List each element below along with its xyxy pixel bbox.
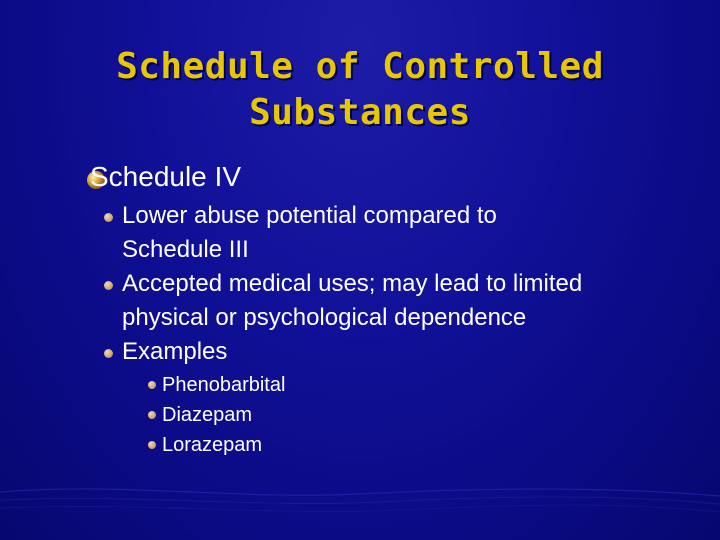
example-item-3-label: Lorazepam <box>162 434 263 456</box>
bullet-item-1-line-2: Schedule III <box>122 236 249 263</box>
dot-icon <box>104 213 113 222</box>
bullet-item-1-line-1: Lower abuse potential compared to <box>122 202 497 229</box>
dot-icon <box>148 441 156 449</box>
heading-schedule-iv: Schedule IV <box>90 161 241 192</box>
example-item-2-label: Diazepam <box>162 404 253 426</box>
bullet-item-3-line-1: Examples <box>122 338 228 365</box>
bullet-item-2-line-2: physical or psychological dependence <box>122 304 527 331</box>
slide-title-line-2: Substances <box>249 92 471 133</box>
dot-icon <box>148 381 156 389</box>
example-item-1-label: Phenobarbital <box>162 374 286 396</box>
bullet-item-2-line-1: Accepted medical uses; may lead to limited <box>122 270 583 297</box>
slide-title-line-1: Schedule of Controlled <box>116 46 604 87</box>
dot-icon <box>104 349 113 358</box>
dot-icon <box>148 411 156 419</box>
dot-icon <box>104 281 113 290</box>
slide-title <box>40 44 680 136</box>
